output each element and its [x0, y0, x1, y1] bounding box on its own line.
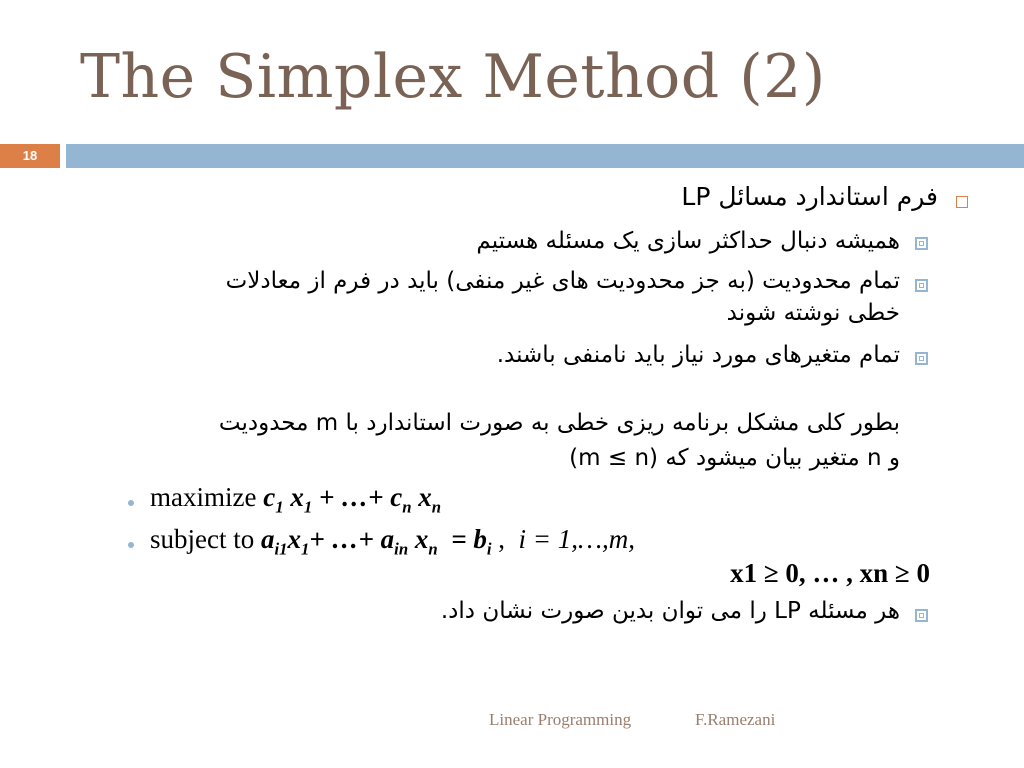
point-nonnegative: تمام متغیرهای مورد نیاز باید نامنفی باشند.: [496, 342, 900, 368]
paragraph-line1: بطور کلی مشکل برنامه ریزی خطی به صورت استاندارد با m محدودیت: [218, 410, 900, 436]
nonnegativity-text: x1 ≥ 0, … , xn ≥ 0: [730, 558, 930, 588]
constraint-formula: subject to $a_{i1}x_1+$ …+ $a_{in}$ $x_n = b_i$ , i = 1,…,m,: [150, 524, 635, 559]
header-rule-bar: [66, 144, 1024, 168]
maximize-keyword: maximize: [150, 482, 257, 512]
point-constraints-line2: خطی نوشته شوند: [726, 300, 900, 326]
subject-to-keyword: subject to: [150, 524, 255, 554]
footer-course: Linear Programming: [489, 710, 632, 729]
square-bullet-icon: [915, 279, 928, 292]
index-range: i = 1,…,m,: [518, 524, 635, 554]
dot-bullet-icon: [128, 542, 134, 548]
objective-formula: maximize $c_1$ $x_1$ + …+ $c_n$ $x_n$: [150, 482, 442, 517]
dot-bullet-icon: [128, 500, 134, 506]
square-bullet-icon: [915, 609, 928, 622]
point-constraints-line1: تمام محدودیت (به جز محدودیت های غیر منفی) باید در فرم از معادلات: [225, 268, 900, 294]
square-bullet-icon: [956, 196, 968, 208]
slide-title: The Simplex Method (2): [80, 42, 826, 112]
square-bullet-icon: [915, 237, 928, 250]
heading-standard-form: فرم استاندارد مسائل LP: [681, 182, 938, 211]
point-maximization: همیشه دنبال حداکثر سازی یک مسئله هستیم: [476, 228, 900, 254]
slide-number: 18: [22, 148, 38, 163]
nonnegativity-formula: [730, 558, 930, 589]
square-bullet-icon: [915, 352, 928, 365]
paragraph-line2: و n متغیر بیان میشود که (m ≤ n): [569, 445, 900, 471]
footer-author: F.Ramezani: [695, 710, 776, 729]
point-every-lp: هر مسئله LP را می توان بدین صورت نشان داد.: [440, 598, 900, 624]
